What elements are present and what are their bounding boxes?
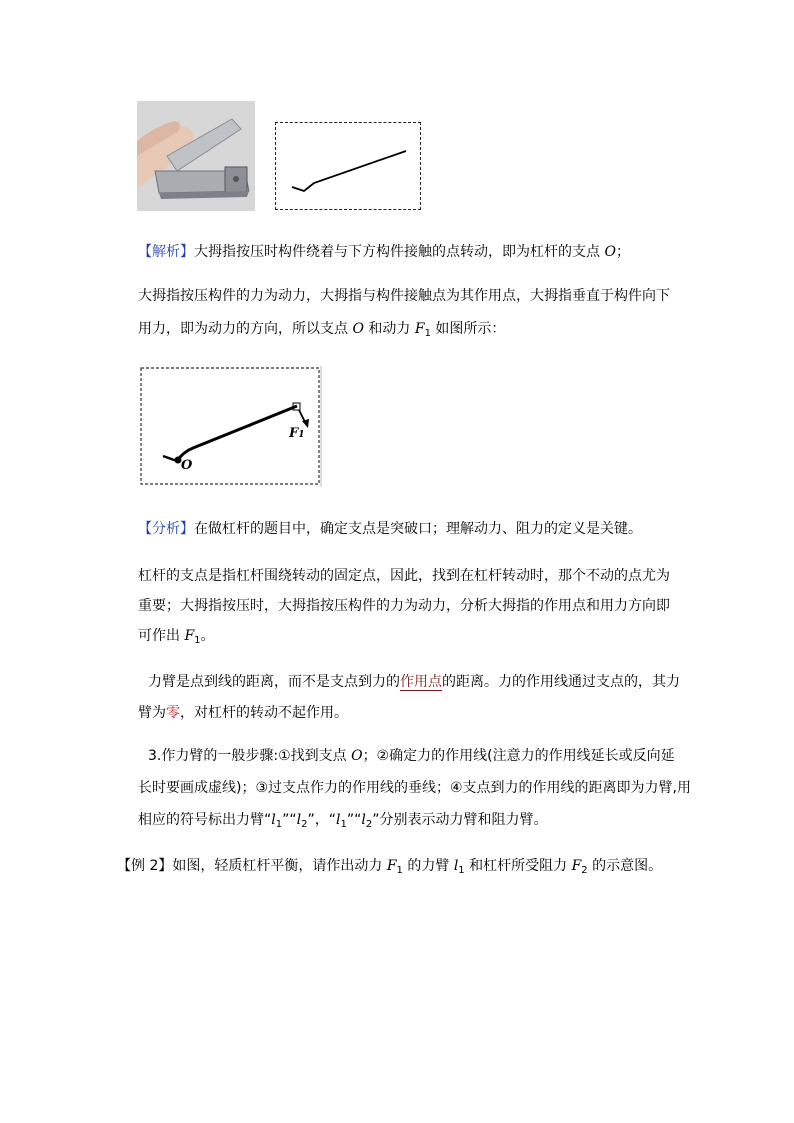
var-O: O (604, 244, 616, 260)
analysis-tag: 【解析】 (138, 244, 194, 260)
example-2: 【例 2】如图，轻质杠杆平衡，请作出动力 $F_1$ 的力臂 $l_1$ 和杠杆所受阻力 $F_2$ 的示意图。 (117, 858, 663, 876)
commentary-paragraph-line1: 杠杆的支点是指杠杆围绕转动的固定点，因此，找到在杠杆转动时，那个不动的点尤为 (138, 568, 670, 584)
steps-line3: 相应的符号标出力臂“$l_1”“l_2$”，“$l_1”“l_2$”分别表示动力臂和阻力臂。 (138, 812, 548, 830)
force-arm-line2: 臂为零，对杠杆的转动不起作用。 (138, 705, 348, 721)
label-F1: F1 (289, 426, 305, 441)
commentary-paragraph-line2: 重要；大拇指按压时，大拇指按压构件的力为动力，分析大拇指的作用点和用力方向即 (138, 598, 670, 614)
example-tag: 【例 2】 (117, 858, 173, 874)
commentary-paragraph-line3: 可作出 $F_1$。 (138, 628, 215, 646)
analysis-paragraph-line1: 大拇指按压构件的力为动力，大拇指与构件接触点为其作用点，大拇指垂直于构件向下 (138, 288, 670, 304)
steps-line2: 长时要画成虚线)；③过支点作力的作用线的垂线；④支点到力的作用线的距离即为力臂,用 (138, 780, 692, 796)
analysis-paragraph-line2: 用力，即为动力的方向，所以支点 O 和动力 $F_1$ 如图所示： (138, 321, 506, 339)
steps-line1: 3.作力臂的一般步骤:①找到支点 O；②确定力的作用线(注意力的作用线延长或反向延 (148, 748, 675, 764)
force-arm-line1: 力臂是点到线的距离，而不是支点到力的作用点的距离。力的作用线通过支点的，其力 (148, 674, 680, 690)
term-link[interactable]: 作用点 (400, 674, 442, 690)
lever-force-figure (139, 366, 325, 487)
lever-sketch-box (275, 122, 421, 210)
nail-clipper-photo (137, 101, 255, 211)
commentary-line: 【分析】在做杠杆的题目中，确定支点是突破口；理解动力、阻力的定义是关键。 (138, 521, 642, 537)
commentary-tag: 【分析】 (138, 521, 194, 537)
label-O: O (181, 458, 193, 473)
analysis-line: 【解析】大拇指按压时构件绕着与下方构件接触的点转动，即为杠杆的支点 O； (138, 244, 630, 260)
